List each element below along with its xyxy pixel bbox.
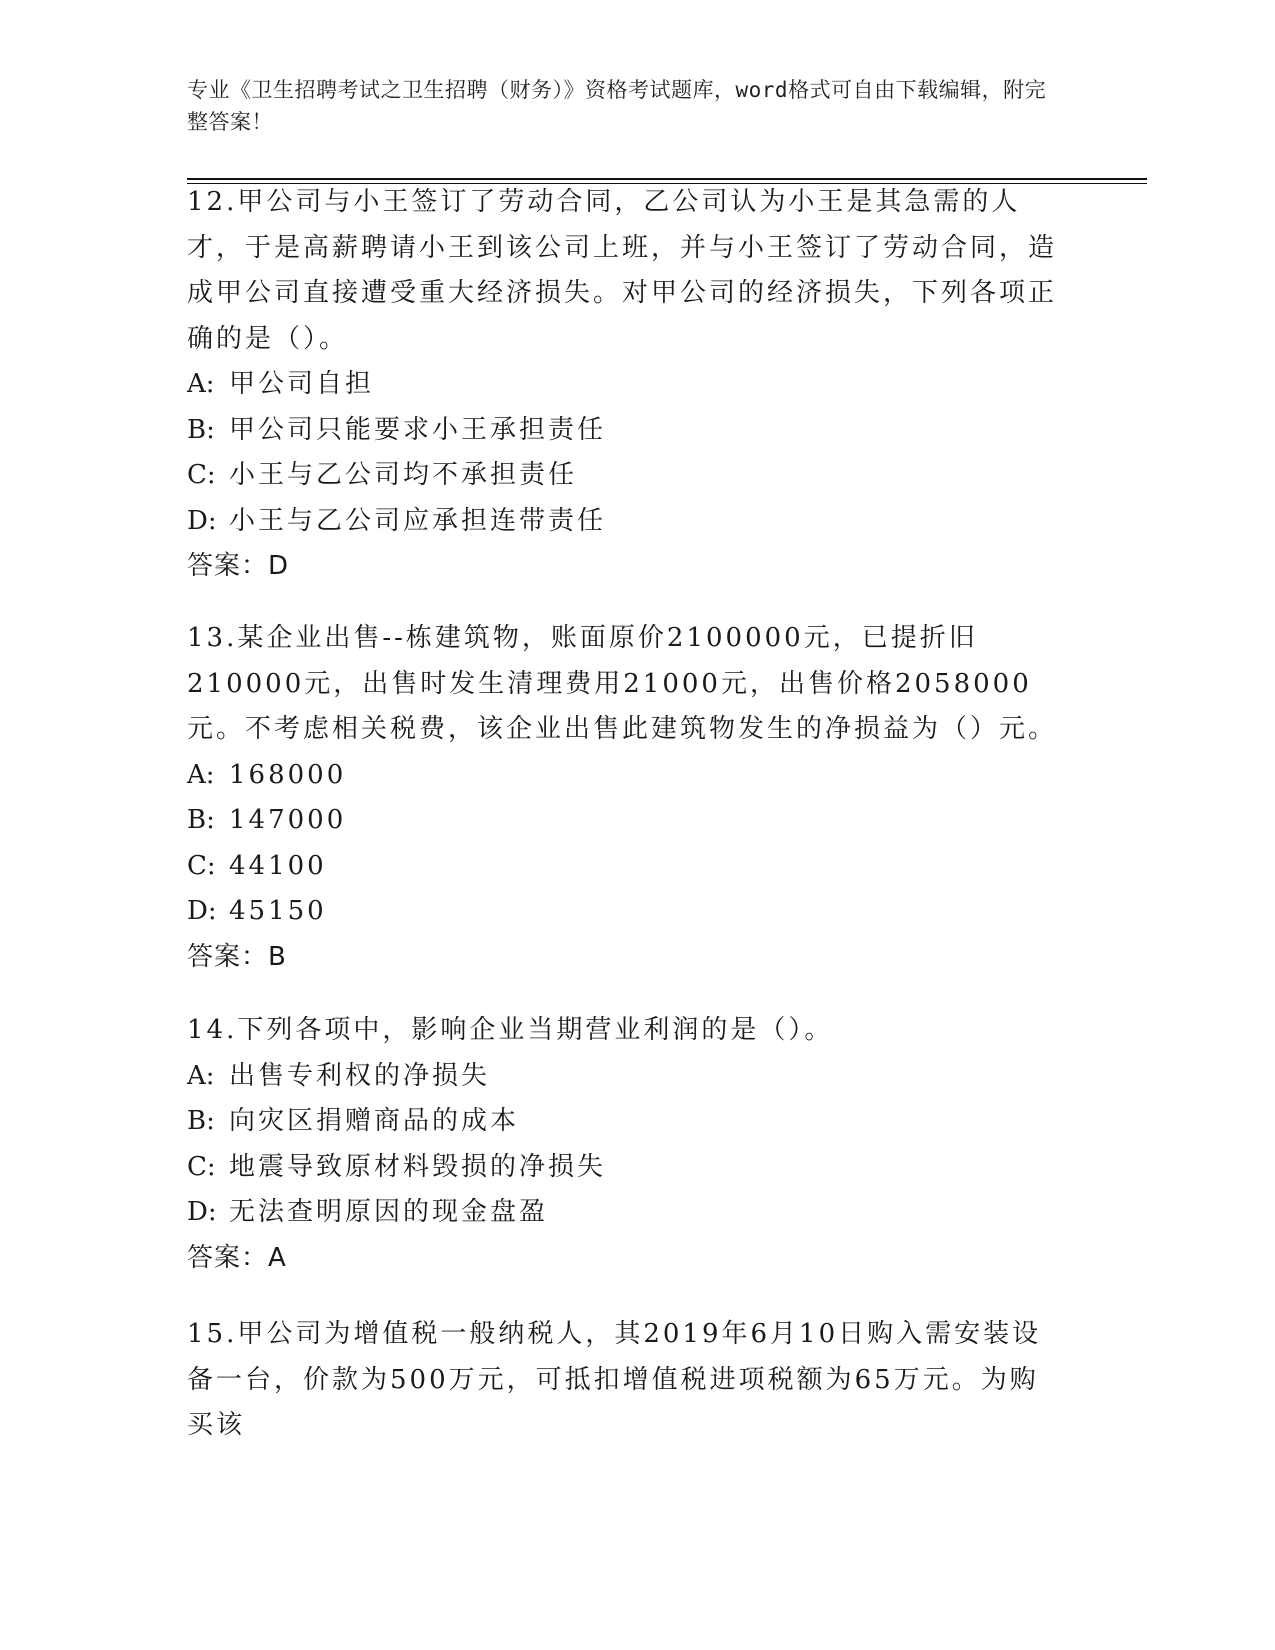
option-text: 地震导致原材料毁损的净损失 [229, 1151, 607, 1182]
option-text: 168000 [229, 759, 347, 790]
option-a [187, 753, 1067, 799]
option-d [187, 1190, 1067, 1236]
answer: 答案：B [187, 941, 287, 972]
question-13 [187, 616, 1067, 980]
option-c [187, 844, 1067, 890]
option-text: 小王与乙公司均不承担责任 [229, 460, 578, 490]
question-text: 13.某企业出售--栋建筑物，账面原价2100000元，已提折旧210000元，出售时发生清理费用21000元，出售价格2058000元。不考虑相关税费，该企业出售此建筑物发生的净损益为（）元。 [187, 623, 1058, 744]
answer: 答案：A [187, 1242, 287, 1273]
document-header: 专业《卫生招聘考试之卫生招聘（财务）》资格考试题库，word格式可自由下载编辑，附完整答案！ [187, 78, 1047, 134]
option-text: 甲公司自担 [229, 369, 375, 399]
option-label: C: [187, 460, 216, 490]
option-text: 小王与乙公司应承担连带责任 [229, 505, 607, 536]
option-text: 出售专利权的净损失 [229, 1060, 491, 1091]
option-text: 44100 [229, 850, 327, 881]
option-text: 甲公司只能要求小王承担责任 [229, 414, 607, 445]
option-label: D: [187, 505, 217, 536]
option-d [187, 889, 1067, 935]
option-label: D: [187, 896, 217, 926]
option-a [187, 362, 1067, 408]
option-text: 无法查明原因的现金盘盈 [229, 1197, 549, 1227]
question-15 [187, 1312, 1067, 1449]
question-12 [187, 180, 1067, 590]
option-a [187, 1054, 1067, 1100]
option-b [187, 408, 1067, 454]
option-label: A: [187, 369, 215, 399]
answer: 答案：D [187, 551, 290, 581]
option-b [187, 1099, 1067, 1145]
option-c [187, 1145, 1067, 1191]
option-c [187, 453, 1067, 499]
option-d [187, 499, 1067, 545]
question-text: 15.甲公司为增值税一般纳税人，其2019年6月10日购入需安装设备一台，价款为500万元，可抵扣增值税进项税额为65万元。为购买该 [187, 1319, 1042, 1440]
option-label: A: [187, 759, 215, 790]
question-14 [187, 1008, 1067, 1281]
option-label: B: [187, 1106, 215, 1136]
question-text: 12.甲公司与小王签订了劳动合同，乙公司认为小王是其急需的人才，于是高薪聘请小王到该公司上班，并与小王签订了劳动合同，造成甲公司直接遭受重大经济损失。对甲公司的经济损失，下列各项正确的是（）。 [187, 187, 1058, 354]
option-label: B: [187, 805, 215, 835]
option-label: C: [187, 850, 216, 881]
option-label: D: [187, 1197, 217, 1227]
option-text: 147000 [229, 805, 347, 835]
option-label: B: [187, 414, 215, 445]
option-text: 向灾区捐赠商品的成本 [229, 1106, 520, 1136]
option-label: C: [187, 1151, 216, 1182]
question-text: 14.下列各项中，影响企业当期营业利润的是（）。 [187, 1015, 834, 1045]
option-label: A: [187, 1060, 215, 1091]
option-b [187, 798, 1067, 844]
option-text: 45150 [229, 896, 327, 926]
